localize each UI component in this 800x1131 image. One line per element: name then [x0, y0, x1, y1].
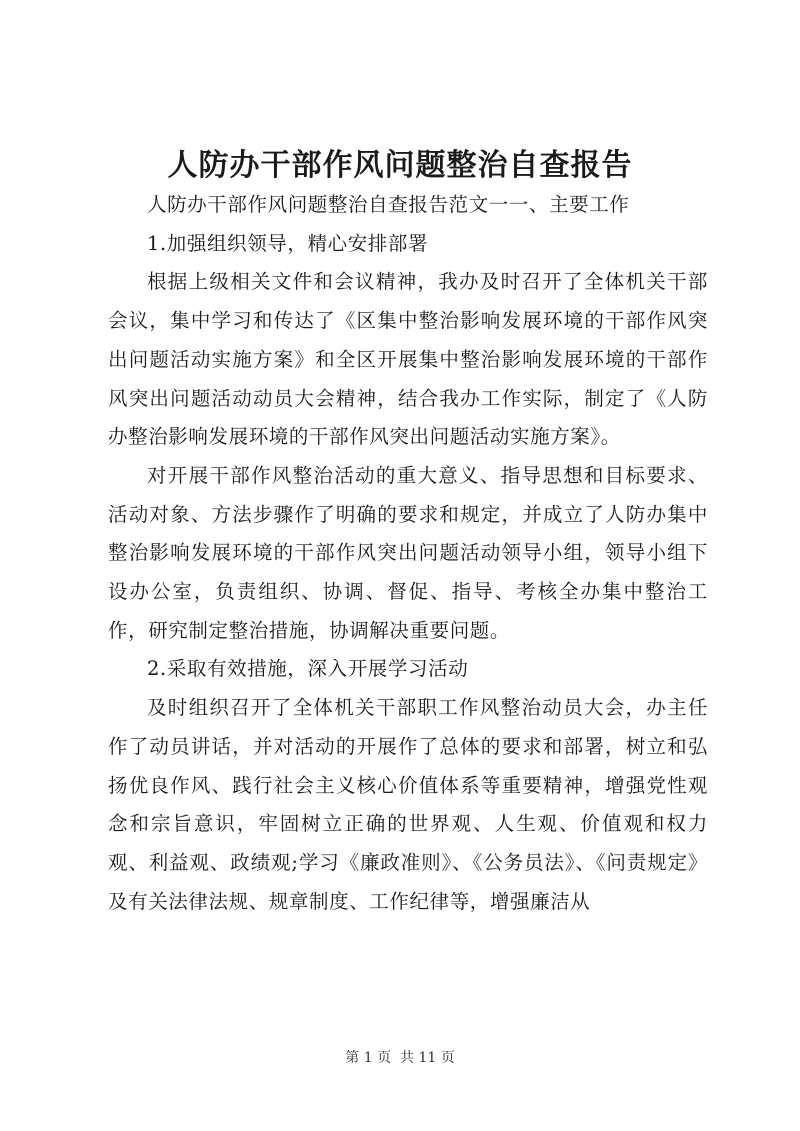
paragraph-section-heading-2: 2.采取有效措施，深入开展学习活动: [147, 657, 469, 681]
paragraph-body-2: 对开展干部作风整治活动的重大意义、指导思想和目标要求、活动对象、方法步骤作了明确的要求和规定，并成立了人防办集中整治影响发展环境的干部作风突出问题活动领导小组，领导小组下设办公室，负责组织、协调、督促、指导、考核全办集中整治工作，研究制定整治措施，协调解决重要问题。: [108, 463, 708, 642]
document-body: [108, 186, 708, 921]
paragraph-body-1: 根据上级相关文件和会议精神，我办及时召开了全体机关干部会议，集中学习和传达了《区集中整治影响发展环境的干部作风突出问题活动实施方案》和全区开展集中整治影响发展环境的干部作风突出问题活动动员大会精神，结合我办工作实际，制定了《人防办整治影响发展环境的干部作风突出问题活动实施方案》。: [108, 270, 708, 449]
page-number-footer: 第 1 页 共 11 页: [345, 1050, 455, 1066]
paragraph-section-heading-1: 1.加强组织领导，精心安排部署: [147, 231, 429, 255]
paragraph-subtitle: 人防办干部作风问题整治自查报告范文一一、主要工作: [147, 193, 630, 216]
document-title: 人防办干部作风问题整治自查报告: [167, 148, 633, 183]
paragraph-body-3: 及时组织召开了全体机关干部职工作风整治动员大会，办主任作了动员讲话，并对活动的开展作了总体的要求和部署，树立和弘扬优良作风、践行社会主义核心价值体系等重要精神，增强党性观念和宗旨意识，牢固树立正确的世界观、人生观、价值观和权力观、利益观、政绩观;学习《廉政准则》、《公务员法》、《问责规定》及有关法律法规、规章制度、工作纪律等，增强廉洁从: [108, 696, 708, 913]
